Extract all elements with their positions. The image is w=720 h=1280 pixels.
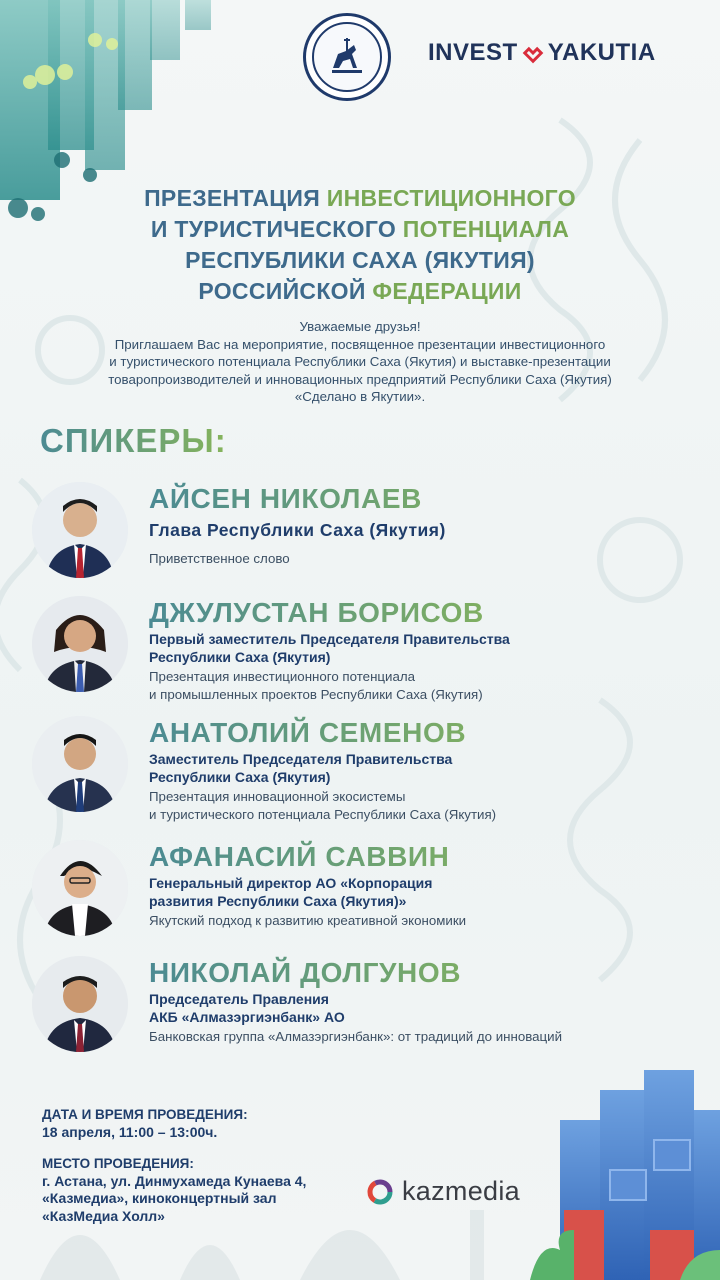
speaker-topic: Приветственное слово (149, 551, 290, 566)
speaker-name: АФАНАСИЙ САВВИН (149, 840, 689, 874)
speaker-role: Первый заместитель Председателя Правительства Республики Саха (Якутия) (149, 631, 510, 665)
kazmedia-logo (366, 1176, 520, 1207)
date-value: 18 апреля, 11:00 – 13:00ч. (42, 1123, 218, 1140)
place-label: МЕСТО ПРОВЕДЕНИЯ: (42, 1156, 194, 1171)
speaker-topic: Презентация инновационной экосистемы и туристического потенциала Республики Саха (Якутия) (149, 789, 497, 822)
title-line-2a: И ТУРИСТИЧЕСКОГО (150, 216, 403, 242)
intro-line-1: Приглашаем Вас на мероприятие, посвященное презентации инвестиционного (114, 336, 606, 352)
date-label: ДАТА И ВРЕМЯ ПРОВЕДЕНИЯ: (42, 1107, 248, 1122)
title-line-3b: (ЯКУТИЯ) (424, 247, 535, 273)
intro-line-3: товаропроизводителей и инновационных предприятий Республики Саха (Якутия) (108, 371, 612, 387)
intro-line-2: и туристического потенциала Республики Саха (Якутия) и выставке-презентации (109, 354, 611, 369)
speaker-topic: Якутский подход к развитию креативной экономики (149, 913, 467, 928)
speaker-topic: Банковская группа «Алмазэргиэнбанк»: от традиций до инноваций (149, 1029, 563, 1044)
speaker-role: Заместитель Председателя Правительства Республики Саха (Якутия) (149, 751, 453, 785)
place-value: г. Астана, ул. Динмухамеда Кунаева 4, «Казмедиа», киноконцертный зал «КазМедиа Холл» (42, 1172, 307, 1224)
speaker-photo (32, 716, 128, 812)
title-line-1a: ПРЕЗЕНТАЦИЯ (144, 185, 327, 211)
speaker-name: АЙСЕН НИКОЛАЕВ (149, 482, 689, 516)
speaker-photo (32, 482, 128, 578)
kazmedia-name: kazmedia (402, 1176, 520, 1206)
speaker-name: АНАТОЛИЙ СЕМЕНОВ (149, 716, 689, 750)
speaker-name: НИКОЛАЙ ДОЛГУНОВ (149, 956, 689, 990)
invitation-text (40, 318, 680, 406)
speaker-role: Генеральный директор АО «Корпорация развития Республики Саха (Якутия)» (149, 875, 433, 909)
title-line-2b: ПОТЕНЦИАЛА (402, 216, 570, 242)
speaker-photo (32, 596, 128, 692)
kazmedia-ring-icon (366, 1178, 394, 1206)
title-line-1b: ИНВЕСТИЦИОННОГО (326, 185, 576, 211)
speaker-role: Председатель Правления АКБ «Алмазэргиэнбанк» АО (149, 991, 345, 1025)
bottom-right-city-decoration (530, 1050, 720, 1280)
invest-yakutia-logo (428, 38, 656, 68)
brand-left: INVEST (428, 39, 518, 66)
sakha-republic-emblem-icon (303, 13, 391, 101)
title-line-3a: РЕСПУБЛИКИ САХА (185, 247, 425, 273)
greeting: Уважаемые друзья! (299, 319, 421, 334)
speaker-topic: Презентация инвестиционного потенциала и промышленных проектов Республики Саха (Якутия) (149, 669, 483, 702)
event-info (42, 1106, 362, 1225)
speaker-name: ДЖУЛУСТАН БОРИСОВ (149, 596, 689, 630)
speakers-heading: СПИКЕРЫ: (40, 422, 227, 459)
intro-line-4: «Сделано в Якутии». (294, 389, 426, 404)
page-title (60, 183, 660, 307)
speaker-role: Глава Республики Саха (Якутия) (149, 520, 446, 540)
title-line-4a: РОССИЙСКОЙ (198, 278, 373, 304)
speaker-photo (32, 956, 128, 1052)
speaker-photo (32, 840, 128, 936)
brand-right: YAKUTIA (547, 39, 656, 66)
heart-icon (522, 42, 544, 64)
title-line-4b: ФЕДЕРАЦИИ (372, 278, 522, 304)
